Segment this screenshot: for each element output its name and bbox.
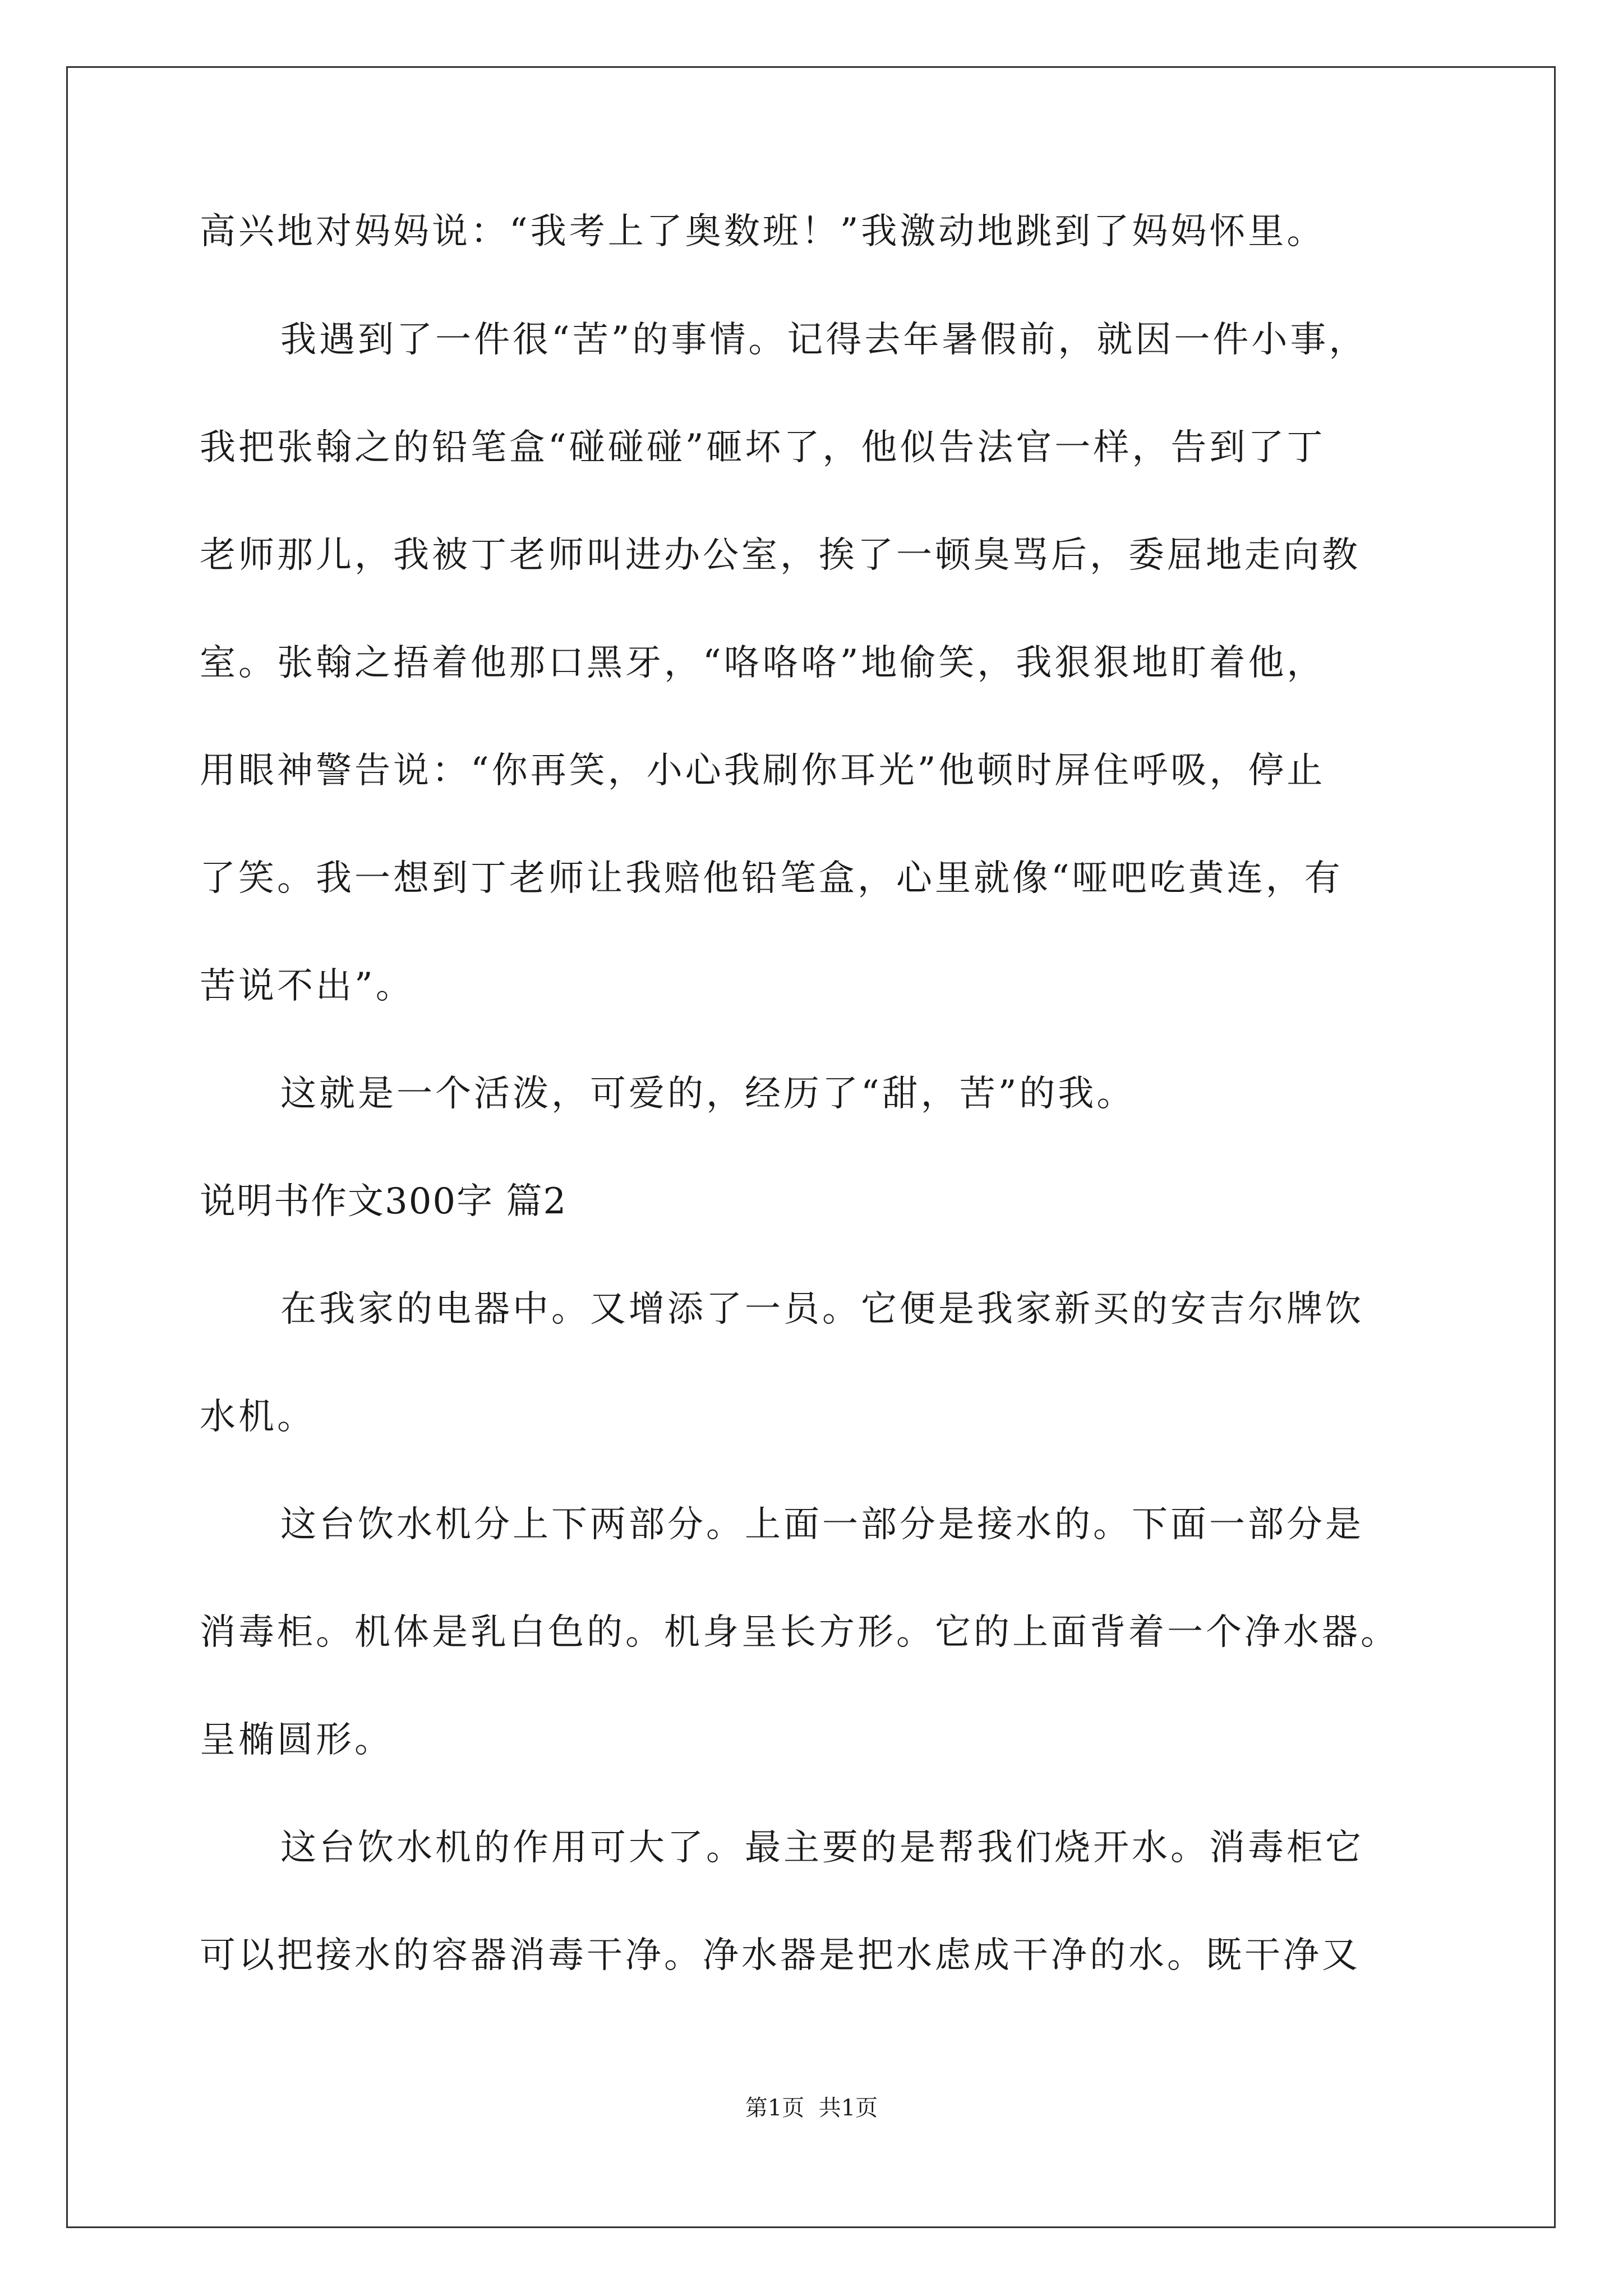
paragraph-first-line: 这台饮水机分上下两部分。上面一部分是接水的。下面一部分是	[280, 1504, 1364, 1545]
text-line: 我把张翰之的铅笔盒“碰碰碰”砸坏了，他似告法官一样，告到了丁	[200, 427, 1326, 468]
page-border	[66, 66, 1556, 2228]
text-line: 了笑。我一想到丁老师让我赔他铅笔盒，心里就像“哑吧吃黄连，有	[200, 858, 1343, 899]
section-heading: 说明书作文300字 篇2	[200, 1181, 568, 1222]
text-line: 高兴地对妈妈说：“我考上了奥数班！”我激动地跳到了妈妈怀里。	[200, 211, 1326, 252]
text-line: 苦说不出”。	[200, 965, 414, 1007]
paragraph-first-line: 这就是一个活泼，可爱的，经历了“甜，苦”的我。	[280, 1073, 1136, 1115]
text-line: 水机。	[200, 1396, 316, 1438]
paragraph-first-line: 我遇到了一件很“苦”的事情。记得去年暑假前，就因一件小事，	[280, 319, 1368, 361]
text-line: 室。张翰之捂着他那口黑牙，“咯咯咯”地偷笑，我狠狠地盯着他，	[200, 642, 1326, 684]
paragraph-first-line: 在我家的电器中。又增添了一员。它便是我家新买的安吉尔牌饮	[280, 1289, 1364, 1330]
page-footer: 第1页 共1页	[745, 2095, 878, 2121]
paragraph-first-line: 这台饮水机的作用可大了。最主要的是帮我们烧开水。消毒柜它	[280, 1827, 1364, 1869]
text-line: 可以把接水的容器消毒干净。净水器是把水虑成干净的水。既干净又	[200, 1935, 1361, 1976]
text-line: 老师那儿，我被丁老师叫进办公室，挨了一顿臭骂后，委屈地走向教	[200, 535, 1361, 576]
text-line: 消毒柜。机体是乳白色的。机身呈长方形。它的上面背着一个净水器。	[200, 1612, 1399, 1653]
text-line: 用眼神警告说：“你再笑，小心我刷你耳光”他顿时屏住呼吸，停止	[200, 750, 1326, 792]
text-line: 呈椭圆形。	[200, 1719, 393, 1761]
